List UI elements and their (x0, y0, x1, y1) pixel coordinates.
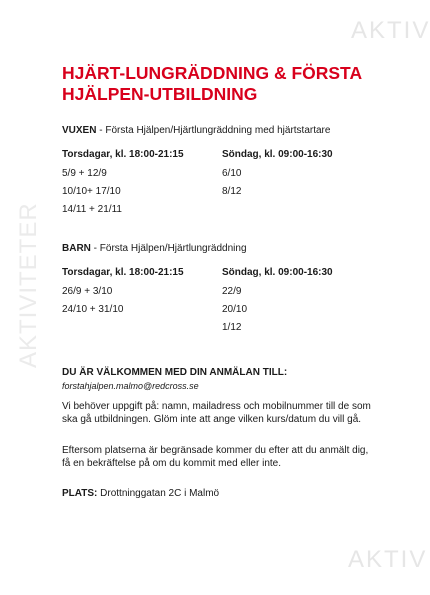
title-line-1: HJÄRT-LUNGRÄDDNING & FÖRSTA (62, 63, 363, 83)
page-title (62, 63, 402, 105)
adults-description: - Första Hjälpen/Hjärtlungräddning med hjärtstartare (96, 125, 331, 136)
registration-note: Eftersom platserna är begränsade kommer du efter att du anmält dig, få en bekräftelse på om du kommit med eller inte. (62, 445, 369, 469)
children-sunday-date: 20/10 (222, 304, 248, 315)
children-sunday-date: 22/9 (222, 286, 242, 297)
children-sunday-column (222, 266, 392, 339)
place-line (62, 488, 407, 499)
watermark-top: AKTIV (351, 17, 430, 44)
adults-thursday-date: 5/9 + 12/9 (62, 168, 107, 179)
place-label: PLATS: (62, 488, 98, 499)
adults-sunday-date: 6/10 (222, 168, 242, 179)
children-schedule (62, 266, 407, 336)
adults-sunday-header: Söndag, kl. 09:00-16:30 (222, 149, 333, 160)
adults-sunday-column (222, 148, 392, 203)
adults-thursday-column (62, 148, 222, 221)
adults-thursday-header: Torsdagar, kl. 18:00-21:15 (62, 149, 184, 160)
title-line-2: HJÄLPEN-UTBILDNING (62, 84, 258, 104)
children-thursday-header: Torsdagar, kl. 18:00-21:15 (62, 267, 184, 278)
children-sunday-date: 1/12 (222, 322, 242, 333)
adults-thursday-date: 10/10+ 17/10 (62, 186, 121, 197)
adults-thursday-date: 14/11 + 21/11 (62, 204, 122, 215)
children-thursday-date: 26/9 + 3/10 (62, 286, 113, 297)
adults-schedule (62, 148, 407, 218)
watermark-side: AKTIVITETER (15, 202, 42, 368)
children-description: - Första Hjälpen/Hjärtlungräddning (90, 243, 247, 254)
children-intro (62, 242, 407, 256)
adults-intro (62, 124, 407, 138)
registration-info: Vi behöver uppgift på: namn, mailadress och mobilnummer till de som ska gå utbildningen. Glöm inte att ange vilken kurs/datum du vill gå. (62, 401, 371, 425)
registration-heading: DU ÄR VÄLKOMMEN MED DIN ANMÄLAN TILL: (62, 367, 288, 378)
adults-sunday-date: 8/12 (222, 186, 242, 197)
place-value: Drottninggatan 2C i Malmö (97, 488, 220, 499)
watermark-bottom: AKTIV (348, 546, 428, 573)
children-label: BARN (62, 243, 91, 254)
children-thursday-column (62, 266, 222, 321)
registration-email-link[interactable]: forstahjalpen.malmo@redcross.se (62, 381, 199, 391)
children-sunday-header: Söndag, kl. 09:00-16:30 (222, 267, 333, 278)
adults-label: VUXEN (62, 125, 97, 136)
children-thursday-date: 24/10 + 31/10 (62, 304, 124, 315)
